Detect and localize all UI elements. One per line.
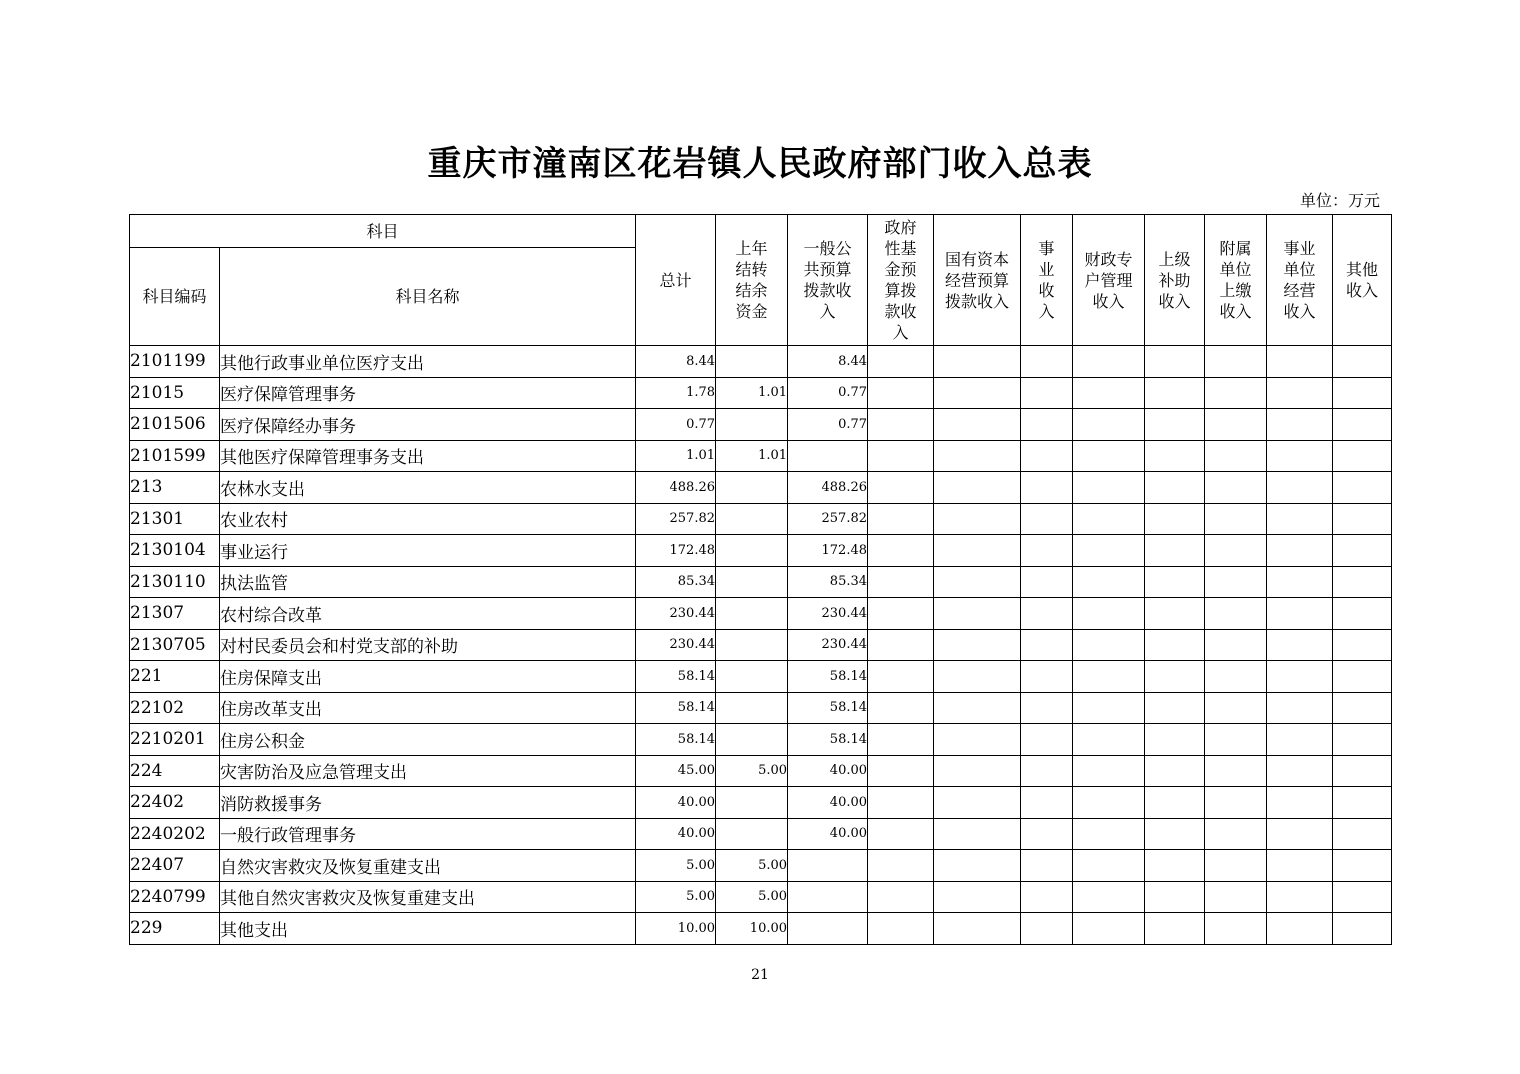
cell-fiscal-special	[1073, 818, 1145, 850]
cell-superior-subsidy	[1145, 629, 1205, 661]
cell-gov-fund	[868, 598, 934, 630]
cell-other-income	[1333, 881, 1392, 913]
cell-state-capital	[934, 409, 1021, 441]
cell-superior-subsidy	[1145, 472, 1205, 504]
header-fiscal-special	[1073, 215, 1145, 346]
cell-gov-fund	[868, 377, 934, 409]
cell-subject-code: 22407	[130, 850, 220, 882]
cell-business-operation	[1267, 472, 1333, 504]
table-row	[130, 913, 1392, 945]
cell-fiscal-special	[1073, 850, 1145, 882]
cell-other-income	[1333, 692, 1392, 724]
cell-carryover	[716, 661, 788, 693]
cell-state-capital	[934, 818, 1021, 850]
cell-gov-fund	[868, 724, 934, 756]
cell-business-income	[1021, 913, 1073, 945]
cell-other-income	[1333, 566, 1392, 598]
cell-superior-subsidy	[1145, 913, 1205, 945]
cell-fiscal-special	[1073, 724, 1145, 756]
cell-total: 85.34	[636, 566, 716, 598]
cell-carryover: 5.00	[716, 881, 788, 913]
cell-carryover: 10.00	[716, 913, 788, 945]
cell-affiliated-payment	[1205, 724, 1267, 756]
cell-business-operation	[1267, 818, 1333, 850]
cell-subject-code: 2210201	[130, 724, 220, 756]
table-row	[130, 692, 1392, 724]
cell-carryover: 1.01	[716, 440, 788, 472]
cell-affiliated-payment	[1205, 598, 1267, 630]
cell-business-operation	[1267, 850, 1333, 882]
cell-other-income	[1333, 377, 1392, 409]
cell-gov-fund	[868, 787, 934, 819]
cell-business-operation	[1267, 629, 1333, 661]
cell-affiliated-payment	[1205, 629, 1267, 661]
cell-general-budget: 230.44	[788, 598, 868, 630]
cell-subject-name: 农村综合改革	[220, 598, 636, 630]
cell-carryover	[716, 535, 788, 567]
header-gov-fund-text: 政府性基金预算拨款收入	[884, 218, 917, 342]
header-affiliated-payment	[1205, 215, 1267, 346]
cell-superior-subsidy	[1145, 535, 1205, 567]
cell-superior-subsidy	[1145, 598, 1205, 630]
cell-state-capital	[934, 440, 1021, 472]
cell-fiscal-special	[1073, 409, 1145, 441]
cell-general-budget	[788, 913, 868, 945]
cell-general-budget: 257.82	[788, 503, 868, 535]
header-state-capital	[934, 215, 1021, 346]
cell-affiliated-payment	[1205, 818, 1267, 850]
cell-fiscal-special	[1073, 661, 1145, 693]
cell-carryover	[716, 787, 788, 819]
cell-subject-code: 21307	[130, 598, 220, 630]
cell-business-operation	[1267, 440, 1333, 472]
cell-subject-name: 自然灾害救灾及恢复重建支出	[220, 850, 636, 882]
cell-business-income	[1021, 881, 1073, 913]
header-state-capital-text: 国有资本经营预算拨款收入	[945, 249, 1010, 311]
cell-affiliated-payment	[1205, 503, 1267, 535]
cell-business-operation	[1267, 409, 1333, 441]
cell-affiliated-payment	[1205, 787, 1267, 819]
cell-superior-subsidy	[1145, 724, 1205, 756]
cell-business-income	[1021, 377, 1073, 409]
cell-gov-fund	[868, 472, 934, 504]
cell-total: 5.00	[636, 850, 716, 882]
table-row	[130, 881, 1392, 913]
cell-subject-code: 213	[130, 472, 220, 504]
cell-gov-fund	[868, 440, 934, 472]
header-subject-code: 科目编码	[130, 248, 220, 346]
cell-gov-fund	[868, 409, 934, 441]
cell-other-income	[1333, 661, 1392, 693]
header-business-operation	[1267, 215, 1333, 346]
cell-business-income	[1021, 440, 1073, 472]
cell-subject-name: 其他支出	[220, 913, 636, 945]
header-superior-subsidy-text: 上级补助收入	[1158, 249, 1191, 311]
cell-business-income	[1021, 692, 1073, 724]
page-number: 21	[751, 967, 769, 983]
cell-total: 488.26	[636, 472, 716, 504]
cell-business-income	[1021, 755, 1073, 787]
cell-business-income	[1021, 818, 1073, 850]
cell-affiliated-payment	[1205, 850, 1267, 882]
cell-total: 230.44	[636, 629, 716, 661]
table-row	[130, 409, 1392, 441]
cell-business-income	[1021, 598, 1073, 630]
cell-other-income	[1333, 503, 1392, 535]
cell-affiliated-payment	[1205, 566, 1267, 598]
cell-subject-code: 2240799	[130, 881, 220, 913]
cell-business-income	[1021, 724, 1073, 756]
cell-state-capital	[934, 881, 1021, 913]
cell-business-income	[1021, 346, 1073, 378]
cell-gov-fund	[868, 818, 934, 850]
cell-affiliated-payment	[1205, 661, 1267, 693]
cell-gov-fund	[868, 535, 934, 567]
cell-general-budget: 0.77	[788, 377, 868, 409]
cell-affiliated-payment	[1205, 881, 1267, 913]
cell-general-budget: 172.48	[788, 535, 868, 567]
header-superior-subsidy	[1145, 215, 1205, 346]
cell-state-capital	[934, 503, 1021, 535]
cell-carryover	[716, 409, 788, 441]
cell-general-budget: 40.00	[788, 818, 868, 850]
cell-subject-code: 229	[130, 913, 220, 945]
unit-label: 单位：万元	[1299, 191, 1380, 210]
cell-business-operation	[1267, 881, 1333, 913]
cell-other-income	[1333, 346, 1392, 378]
cell-superior-subsidy	[1145, 346, 1205, 378]
cell-carryover	[716, 598, 788, 630]
cell-affiliated-payment	[1205, 377, 1267, 409]
cell-other-income	[1333, 850, 1392, 882]
cell-fiscal-special	[1073, 346, 1145, 378]
table-row	[130, 661, 1392, 693]
cell-gov-fund	[868, 913, 934, 945]
cell-gov-fund	[868, 503, 934, 535]
cell-total: 40.00	[636, 787, 716, 819]
cell-total: 172.48	[636, 535, 716, 567]
cell-state-capital	[934, 566, 1021, 598]
table-row	[130, 377, 1392, 409]
cell-state-capital	[934, 755, 1021, 787]
cell-other-income	[1333, 755, 1392, 787]
cell-business-operation	[1267, 692, 1333, 724]
cell-fiscal-special	[1073, 377, 1145, 409]
cell-business-operation	[1267, 724, 1333, 756]
cell-total: 5.00	[636, 881, 716, 913]
cell-superior-subsidy	[1145, 661, 1205, 693]
cell-superior-subsidy	[1145, 440, 1205, 472]
table-row	[130, 346, 1392, 378]
cell-business-operation	[1267, 598, 1333, 630]
cell-state-capital	[934, 913, 1021, 945]
cell-fiscal-special	[1073, 787, 1145, 819]
cell-state-capital	[934, 346, 1021, 378]
cell-state-capital	[934, 535, 1021, 567]
cell-general-budget	[788, 440, 868, 472]
table-row	[130, 818, 1392, 850]
table-row	[130, 472, 1392, 504]
table-body	[130, 346, 1392, 945]
cell-other-income	[1333, 724, 1392, 756]
cell-subject-name: 住房保障支出	[220, 661, 636, 693]
cell-other-income	[1333, 472, 1392, 504]
cell-general-budget: 0.77	[788, 409, 868, 441]
cell-general-budget: 8.44	[788, 346, 868, 378]
cell-fiscal-special	[1073, 881, 1145, 913]
cell-subject-name: 其他行政事业单位医疗支出	[220, 346, 636, 378]
cell-total: 257.82	[636, 503, 716, 535]
income-table	[129, 214, 1392, 945]
header-total: 总计	[636, 215, 716, 346]
cell-state-capital	[934, 661, 1021, 693]
cell-superior-subsidy	[1145, 692, 1205, 724]
table-row	[130, 629, 1392, 661]
cell-state-capital	[934, 850, 1021, 882]
table-row	[130, 598, 1392, 630]
cell-subject-code: 221	[130, 661, 220, 693]
cell-total: 230.44	[636, 598, 716, 630]
cell-other-income	[1333, 535, 1392, 567]
cell-subject-name: 医疗保障管理事务	[220, 377, 636, 409]
cell-business-operation	[1267, 913, 1333, 945]
cell-carryover	[716, 818, 788, 850]
table-row	[130, 755, 1392, 787]
cell-fiscal-special	[1073, 566, 1145, 598]
cell-affiliated-payment	[1205, 409, 1267, 441]
cell-subject-code: 2130104	[130, 535, 220, 567]
cell-state-capital	[934, 724, 1021, 756]
cell-subject-code: 2101506	[130, 409, 220, 441]
cell-business-income	[1021, 472, 1073, 504]
cell-total: 45.00	[636, 755, 716, 787]
header-gov-fund	[868, 215, 934, 346]
cell-total: 58.14	[636, 692, 716, 724]
cell-subject-name: 执法监管	[220, 566, 636, 598]
cell-superior-subsidy	[1145, 503, 1205, 535]
cell-carryover	[716, 346, 788, 378]
cell-state-capital	[934, 787, 1021, 819]
table-row	[130, 535, 1392, 567]
cell-subject-code: 2240202	[130, 818, 220, 850]
cell-business-operation	[1267, 377, 1333, 409]
cell-general-budget: 230.44	[788, 629, 868, 661]
cell-business-operation	[1267, 503, 1333, 535]
cell-other-income	[1333, 629, 1392, 661]
cell-fiscal-special	[1073, 472, 1145, 504]
header-carryover-text: 上年结转结余资金	[735, 239, 768, 321]
cell-subject-name: 住房公积金	[220, 724, 636, 756]
cell-subject-code: 21301	[130, 503, 220, 535]
cell-subject-code: 2101199	[130, 346, 220, 378]
cell-subject-name: 消防救援事务	[220, 787, 636, 819]
cell-gov-fund	[868, 692, 934, 724]
cell-state-capital	[934, 629, 1021, 661]
cell-subject-name: 农业农村	[220, 503, 636, 535]
cell-affiliated-payment	[1205, 755, 1267, 787]
cell-state-capital	[934, 598, 1021, 630]
cell-superior-subsidy	[1145, 818, 1205, 850]
cell-subject-code: 21015	[130, 377, 220, 409]
cell-affiliated-payment	[1205, 535, 1267, 567]
cell-subject-code: 22402	[130, 787, 220, 819]
cell-fiscal-special	[1073, 598, 1145, 630]
cell-business-income	[1021, 409, 1073, 441]
cell-gov-fund	[868, 661, 934, 693]
cell-subject-name: 对村民委员会和村党支部的补助	[220, 629, 636, 661]
cell-fiscal-special	[1073, 692, 1145, 724]
cell-total: 8.44	[636, 346, 716, 378]
cell-subject-name: 灾害防治及应急管理支出	[220, 755, 636, 787]
cell-total: 40.00	[636, 818, 716, 850]
table-row	[130, 787, 1392, 819]
cell-superior-subsidy	[1145, 566, 1205, 598]
cell-state-capital	[934, 692, 1021, 724]
header-other-income	[1333, 215, 1392, 346]
header-fiscal-special-text: 财政专户管理收入	[1084, 249, 1133, 311]
table-row	[130, 724, 1392, 756]
cell-general-budget: 58.14	[788, 692, 868, 724]
cell-gov-fund	[868, 629, 934, 661]
cell-total: 58.14	[636, 661, 716, 693]
cell-other-income	[1333, 409, 1392, 441]
cell-business-income	[1021, 503, 1073, 535]
cell-general-budget: 58.14	[788, 724, 868, 756]
cell-fiscal-special	[1073, 440, 1145, 472]
cell-business-income	[1021, 629, 1073, 661]
cell-affiliated-payment	[1205, 472, 1267, 504]
cell-business-operation	[1267, 661, 1333, 693]
table-row	[130, 440, 1392, 472]
table-row	[130, 566, 1392, 598]
cell-subject-code: 2130110	[130, 566, 220, 598]
cell-gov-fund	[868, 755, 934, 787]
cell-carryover: 1.01	[716, 377, 788, 409]
cell-general-budget	[788, 850, 868, 882]
cell-business-income	[1021, 850, 1073, 882]
cell-subject-name: 农林水支出	[220, 472, 636, 504]
cell-total: 1.78	[636, 377, 716, 409]
cell-state-capital	[934, 377, 1021, 409]
header-business-income	[1021, 215, 1073, 346]
cell-business-operation	[1267, 535, 1333, 567]
cell-total: 10.00	[636, 913, 716, 945]
cell-carryover	[716, 566, 788, 598]
cell-total: 58.14	[636, 724, 716, 756]
cell-general-budget	[788, 881, 868, 913]
cell-business-income	[1021, 535, 1073, 567]
cell-other-income	[1333, 787, 1392, 819]
cell-carryover	[716, 629, 788, 661]
header-subject-name: 科目名称	[220, 248, 636, 346]
cell-business-operation	[1267, 787, 1333, 819]
cell-carryover	[716, 472, 788, 504]
cell-carryover: 5.00	[716, 755, 788, 787]
table-row	[130, 850, 1392, 882]
cell-superior-subsidy	[1145, 787, 1205, 819]
cell-subject-name: 其他医疗保障管理事务支出	[220, 440, 636, 472]
cell-subject-code: 2130705	[130, 629, 220, 661]
cell-superior-subsidy	[1145, 755, 1205, 787]
cell-total: 1.01	[636, 440, 716, 472]
cell-affiliated-payment	[1205, 346, 1267, 378]
cell-general-budget: 40.00	[788, 755, 868, 787]
cell-subject-name: 其他自然灾害救灾及恢复重建支出	[220, 881, 636, 913]
cell-business-operation	[1267, 755, 1333, 787]
cell-general-budget: 85.34	[788, 566, 868, 598]
cell-subject-name: 事业运行	[220, 535, 636, 567]
cell-carryover	[716, 503, 788, 535]
cell-business-income	[1021, 787, 1073, 819]
cell-superior-subsidy	[1145, 377, 1205, 409]
cell-general-budget: 58.14	[788, 661, 868, 693]
header-general-budget-text: 一般公共预算拨款收入	[803, 239, 852, 321]
cell-subject-code: 22102	[130, 692, 220, 724]
cell-superior-subsidy	[1145, 850, 1205, 882]
cell-fiscal-special	[1073, 629, 1145, 661]
header-general-budget	[788, 215, 868, 346]
cell-state-capital	[934, 472, 1021, 504]
cell-gov-fund	[868, 881, 934, 913]
cell-gov-fund	[868, 850, 934, 882]
cell-fiscal-special	[1073, 755, 1145, 787]
header-other-income-text: 其他收入	[1346, 260, 1379, 300]
header-affiliated-payment-text: 附属单位上缴收入	[1219, 239, 1252, 321]
cell-business-income	[1021, 661, 1073, 693]
header-business-income-text: 事业收入	[1038, 239, 1055, 321]
cell-general-budget: 40.00	[788, 787, 868, 819]
cell-total: 0.77	[636, 409, 716, 441]
cell-business-operation	[1267, 346, 1333, 378]
header-subject-group: 科目	[130, 215, 636, 248]
cell-carryover	[716, 692, 788, 724]
cell-affiliated-payment	[1205, 440, 1267, 472]
cell-other-income	[1333, 818, 1392, 850]
cell-other-income	[1333, 913, 1392, 945]
cell-gov-fund	[868, 346, 934, 378]
cell-subject-name: 医疗保障经办事务	[220, 409, 636, 441]
cell-subject-name: 住房改革支出	[220, 692, 636, 724]
cell-business-operation	[1267, 566, 1333, 598]
cell-fiscal-special	[1073, 503, 1145, 535]
cell-other-income	[1333, 598, 1392, 630]
cell-subject-code: 224	[130, 755, 220, 787]
cell-subject-code: 2101599	[130, 440, 220, 472]
cell-gov-fund	[868, 566, 934, 598]
header-carryover	[716, 215, 788, 346]
cell-carryover	[716, 724, 788, 756]
table-row	[130, 503, 1392, 535]
cell-general-budget: 488.26	[788, 472, 868, 504]
cell-carryover: 5.00	[716, 850, 788, 882]
cell-superior-subsidy	[1145, 409, 1205, 441]
header-business-operation-text: 事业单位经营收入	[1283, 239, 1316, 321]
cell-business-income	[1021, 566, 1073, 598]
cell-affiliated-payment	[1205, 692, 1267, 724]
cell-superior-subsidy	[1145, 881, 1205, 913]
cell-fiscal-special	[1073, 535, 1145, 567]
page-title: 重庆市潼南区花岩镇人民政府部门收入总表	[427, 144, 1093, 184]
cell-other-income	[1333, 440, 1392, 472]
cell-subject-name: 一般行政管理事务	[220, 818, 636, 850]
cell-fiscal-special	[1073, 913, 1145, 945]
cell-affiliated-payment	[1205, 913, 1267, 945]
